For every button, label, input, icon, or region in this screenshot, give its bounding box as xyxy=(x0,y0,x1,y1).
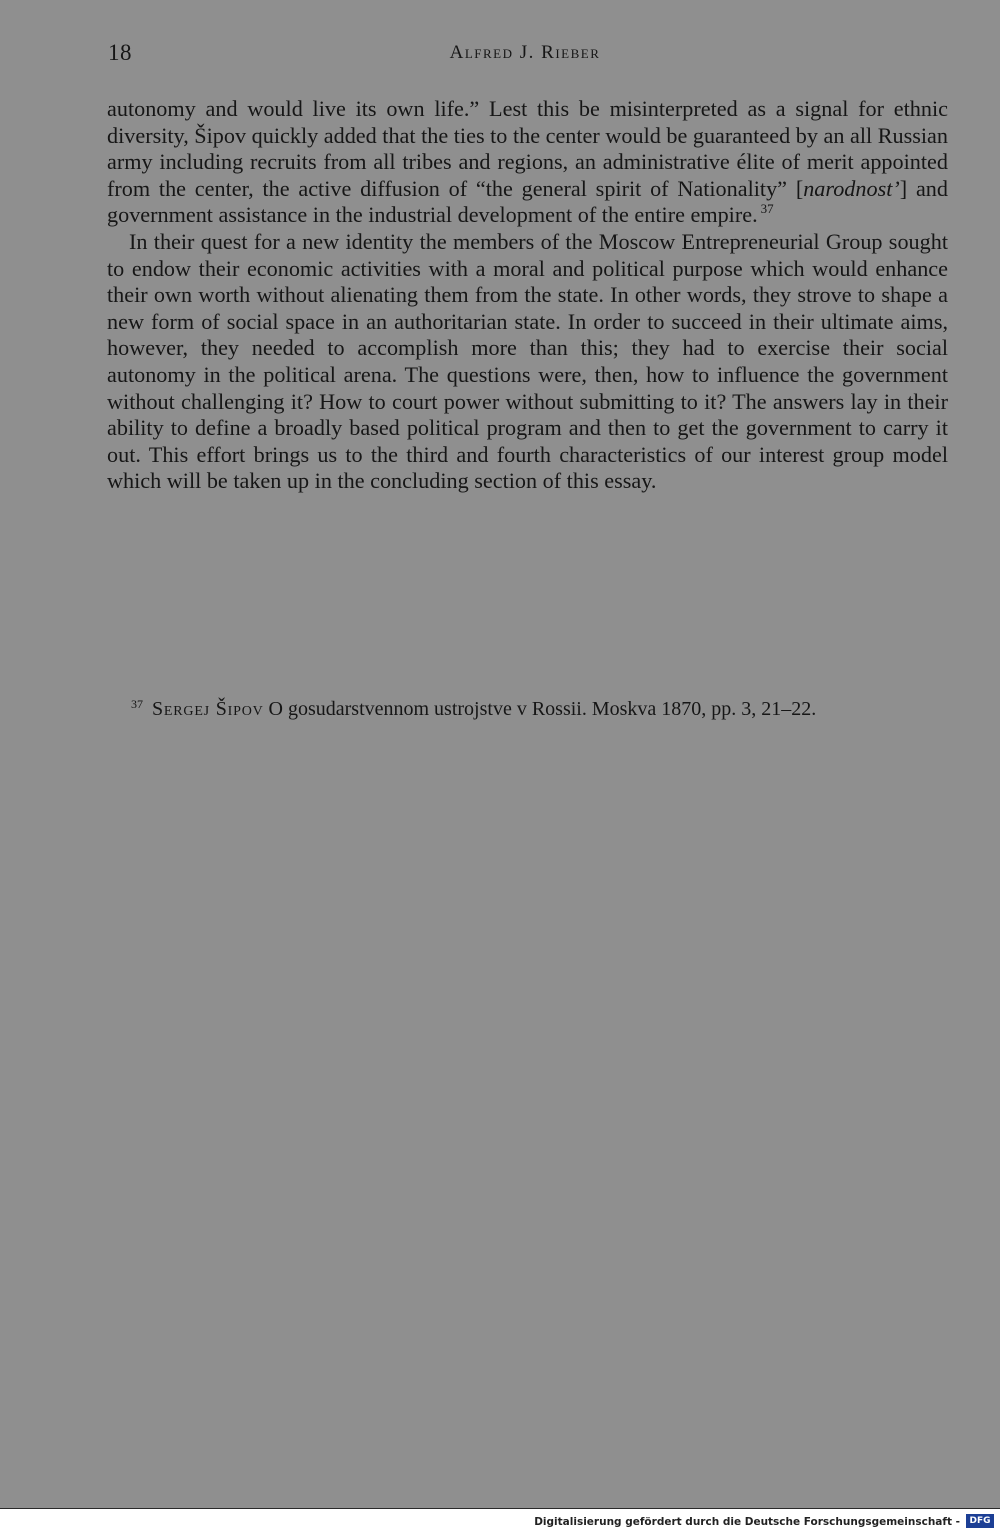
paragraph-1-tail: ] and government assistance in the industrial development of the entire empire. xyxy=(107,175,948,228)
page-number: 18 xyxy=(108,40,132,65)
footnote-citation: O gosudarstvennom ustrojstve v Rossii. Moskva 1870, pp. 3, 21–22. xyxy=(268,698,817,720)
digitization-credit: Digitalisierung gefördert durch die Deutsche Forschungsgemeinschaft - xyxy=(534,1516,960,1528)
body-text xyxy=(107,96,948,495)
paragraph-1 xyxy=(107,96,948,229)
footnote-number: 37 xyxy=(131,697,143,711)
footnote-author: Sergej Šipov xyxy=(152,698,264,720)
running-head: Alfred J. Rieber xyxy=(449,42,601,63)
dfg-logo-icon: DFG xyxy=(966,1514,994,1528)
paragraph-2: In their quest for a new identity the members of the Moscow Entrepreneurial Group sought to endow their economic activities with a moral and political purpose which would enhance their own worth without alienating them from the state. In other words, they strove to shape a new form of social space in an authoritarian state. In order to succeed in their ultimate aims, however, they needed to accomplish more than this; they had to exercise their social autonomy in the political arena. The questions were, then, how to influence the government without challenging it? How to court power without submitting to it? The answers lay in their ability to define a broadly based political program and then to get the government to carry it out. This effort brings us to the third and fourth characteristics of our interest group model which will be taken up in the concluding section of this essay. xyxy=(107,228,948,494)
paragraph-1-italic-term: narodnost’ xyxy=(803,175,900,201)
footnote-reference[interactable]: 37 xyxy=(760,201,774,217)
footnote xyxy=(131,692,951,721)
paragraph-1-text: autonomy and would live its own life.” Lest this be misinterpreted as a signal for ethnic diversity, Šipov quickly added that the ties to the center would be guaranteed by an all Russian army including recruits from all tribes and regions, an administrative élite of merit appointed from the center, the active diffusion of “the general spirit of Nationality” [ xyxy=(107,96,948,201)
